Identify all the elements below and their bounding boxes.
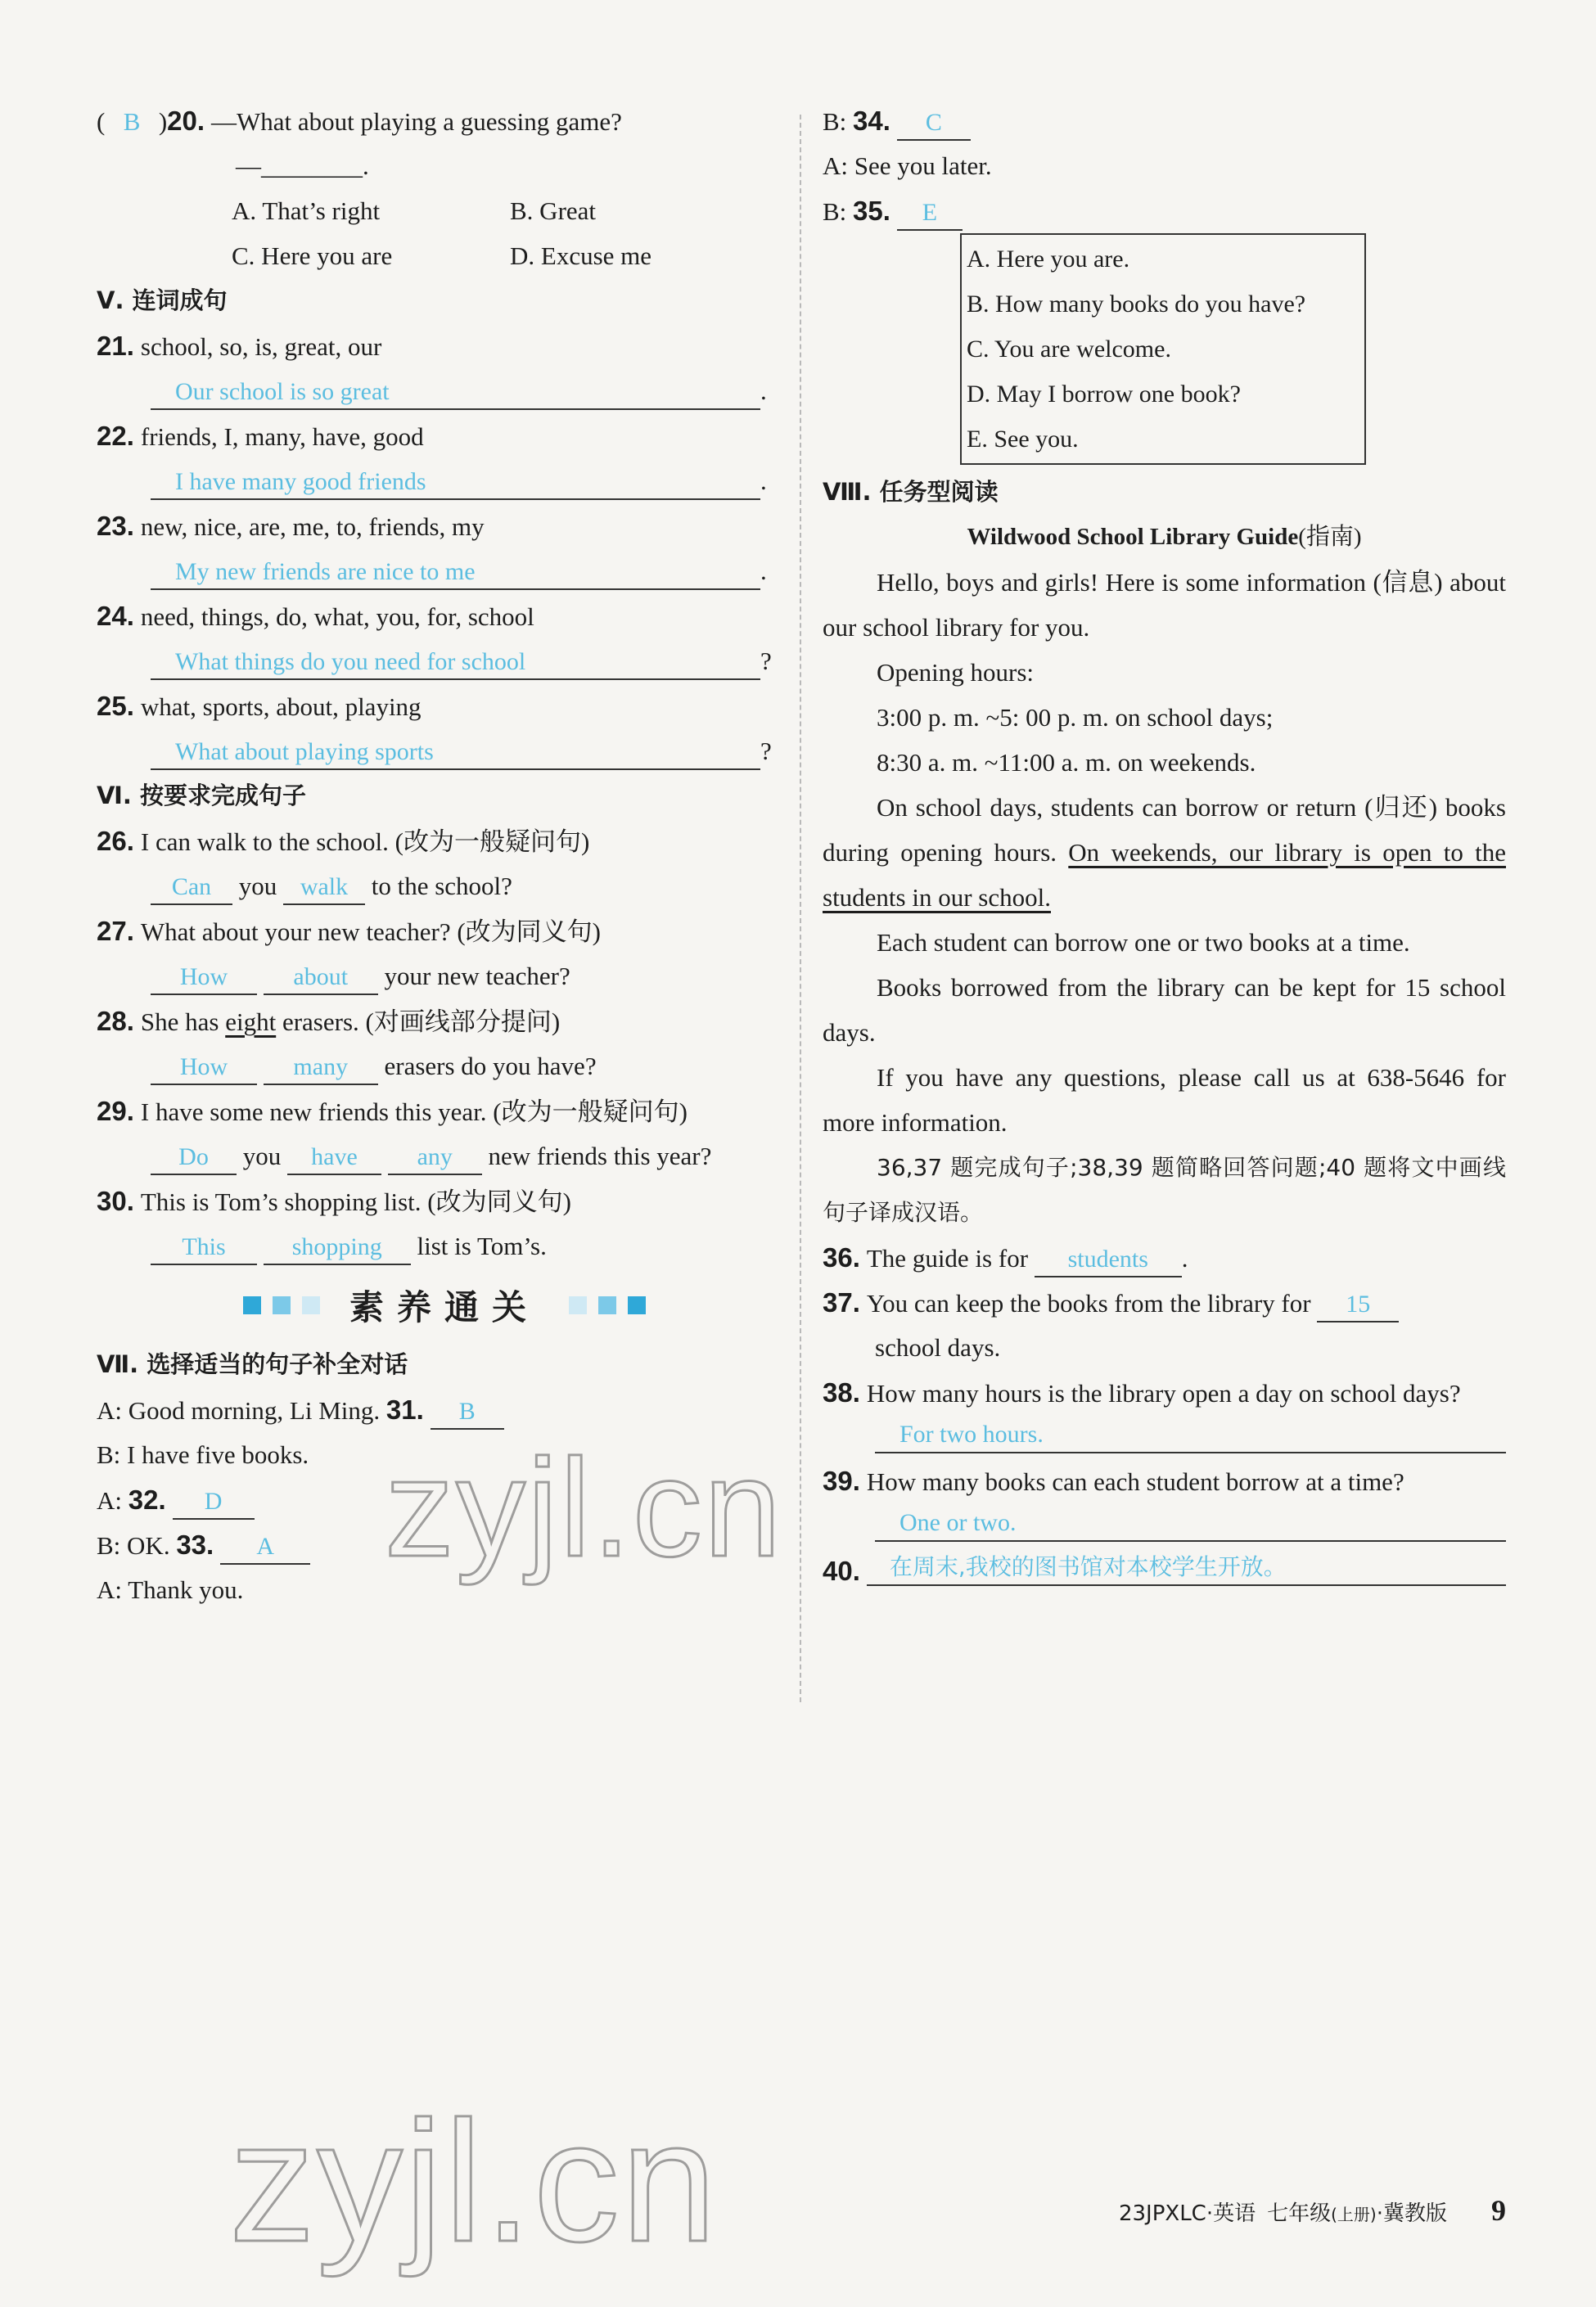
dialog-line-32: A: 32. D (97, 1477, 792, 1522)
question-36: 36. The guide is for students . (823, 1235, 1506, 1280)
left-column (97, 98, 792, 1612)
question-27: 27. What about your new teacher? (改为同义句) How about your new teacher? (97, 908, 792, 998)
answer-37: 15 (1317, 1288, 1399, 1322)
answer-33: A (220, 1530, 310, 1565)
dialog-line-35: B: 35. E (823, 188, 1506, 233)
dialog-options-box (960, 233, 1366, 465)
reading-title: Wildwood School Library Guide(指南) (967, 524, 1362, 550)
answer-35: E (897, 196, 963, 231)
answer-32: D (173, 1485, 255, 1520)
answer-28-1: How (151, 1051, 257, 1085)
answer-36: students (1035, 1243, 1182, 1277)
answer-28-2: many (264, 1051, 378, 1085)
question-28: 28. She has eight erasers. (对画线部分提问) How many erasers do you have? (97, 998, 792, 1088)
opening-hours-1: 3:00 p. m. ~5: 00 p. m. on school days; (877, 703, 1274, 732)
watermark: zyjl.cn (385, 1431, 783, 1586)
answer-38: For two hours. (875, 1416, 1506, 1453)
opening-hours-2: 8:30 a. m. ~11:00 a. m. on weekends. (877, 748, 1256, 777)
reading-para-2: On school days, students can borrow or return (归还) books during opening hours. On weekends, our library is open to the students in our school. (823, 793, 1506, 912)
footer-code: 23JPXLC·英语 (1118, 2201, 1256, 2226)
question-40: 40. 在周末,我校的图书馆对本校学生开放。 (823, 1548, 1506, 1593)
watermark: zyjl.cn (229, 2085, 719, 2278)
answer-24: What things do you need for school (151, 646, 760, 680)
answer-26-2: walk (283, 871, 365, 905)
answer-22: I have many good friends (151, 466, 760, 500)
banner-square-icon (243, 1296, 261, 1314)
question-21: 21. school, so, is, great, our Our school is so great . (97, 323, 792, 413)
dialog-line-a3: A: Thank you. (97, 1575, 244, 1604)
reading-para-5: If you have any questions, please call us at 638-5646 for more information. (823, 1063, 1506, 1137)
section-6-heading: Ⅵ. 按要求完成句子 (97, 782, 306, 809)
section-banner (97, 1268, 792, 1342)
answer-34: C (897, 106, 971, 141)
question-38: 38. How many hours is the library open a day on school days? For two hours. (823, 1370, 1506, 1453)
question-26: 26. I can walk to the school. (改为一般疑问句) Can you walk to the school? (97, 818, 792, 908)
answer-29-2: have (287, 1141, 381, 1175)
banner-square-icon (569, 1296, 587, 1314)
option-d: D. May I borrow one book? (967, 381, 1241, 408)
question-29: 29. I have some new friends this year. (改为一般疑问句) Do you have any new friends this year? (97, 1088, 792, 1178)
question-23: 23. new, nice, are, me, to, friends, my My new friends are nice to me . (97, 503, 792, 593)
banner-square-icon (302, 1296, 320, 1314)
answer-30-2: shopping (264, 1231, 411, 1265)
question-20-options-row2: C. Here you are D. Excuse me (232, 241, 652, 270)
page-number: 9 (1491, 2194, 1506, 2227)
option-b: B. How many books do you have? (967, 291, 1306, 318)
answer-26-1: Can (151, 871, 232, 905)
opening-hours-label: Opening hours: (877, 658, 1035, 687)
footer-grade: 七年级 (1267, 2201, 1332, 2226)
answer-31: B (431, 1395, 504, 1430)
question-20-reply: —________. (236, 151, 369, 180)
column-divider (800, 115, 801, 1702)
dialog-line-33: B: OK. 33. A (97, 1522, 792, 1567)
answer-27-2: about (264, 961, 378, 995)
question-39: 39. How many books can each student borrow at a time? One or two. (823, 1458, 1506, 1542)
question-22: 22. friends, I, many, have, good I have many good friends . (97, 413, 792, 503)
reading-para-3: Each student can borrow one or two books at a time. (877, 928, 1410, 957)
option-e: E. See you. (967, 426, 1079, 453)
banner-square-icon (628, 1296, 646, 1314)
reading-para-4: Books borrowed from the library can be kept for 15 school days. (823, 973, 1506, 1047)
section-5-heading: Ⅴ. 连词成句 (97, 286, 228, 314)
option-c: C. You are welcome. (967, 336, 1171, 363)
answer-29-1: Do (151, 1141, 237, 1175)
right-column (823, 98, 1506, 1593)
answer-20: B (123, 107, 141, 136)
underlined-sentence: On weekends, our library is open to the students in our school. (823, 838, 1506, 912)
answer-27-1: How (151, 961, 257, 995)
answer-25: What about playing sports (151, 736, 760, 770)
answer-23: My new friends are nice to me (151, 556, 760, 590)
banner-square-icon (273, 1296, 291, 1314)
task-instructions: 36,37 题完成句子;38,39 题简略回答问题;40 题将文中画线句子译成汉语。 (823, 1154, 1506, 1226)
answer-39: One or two. (875, 1504, 1506, 1542)
question-30: 30. This is Tom’s shopping list. (改为同义句) This shopping list is Tom’s. (97, 1178, 792, 1268)
dialog-line-b1: B: I have five books. (97, 1440, 309, 1469)
dialog-line-34: B: 34. C (823, 98, 1506, 143)
question-25: 25. what, sports, about, playing What about playing sports ? (97, 683, 792, 773)
question-20-options-row1: A. That’s right B. Great (232, 196, 597, 225)
option-a: A. Here you are. (967, 246, 1130, 273)
dialog-line-see-later: A: See you later. (823, 151, 992, 180)
answer-29-3: any (388, 1141, 482, 1175)
section-7-heading: Ⅶ. 选择适当的句子补全对话 (97, 1350, 408, 1378)
question-37: 37. You can keep the books from the library for 15 school days. (823, 1280, 1506, 1370)
section-8-heading: Ⅷ. 任务型阅读 (823, 478, 999, 506)
question-24: 24. need, things, do, what, you, for, school What things do you need for school ? (97, 593, 792, 683)
reading-para-1: Hello, boys and girls! Here is some information (信息) about our school library for you. (823, 568, 1506, 642)
banner-square-icon (598, 1296, 616, 1314)
answer-21: Our school is so great (151, 376, 760, 410)
page-footer: 23JPXLC·英语 七年级(上册)·冀教版 9 (1118, 2194, 1506, 2227)
banner-title: 素养通关 (349, 1287, 539, 1327)
answer-40: 在周末,我校的图书馆对本校学生开放。 (867, 1548, 1506, 1586)
question-20: ( B )20. —What about playing a guessing game? (97, 98, 792, 143)
answer-30-1: This (151, 1231, 257, 1265)
dialog-line-31: A: Good morning, Li Ming. 31. B (97, 1387, 792, 1432)
